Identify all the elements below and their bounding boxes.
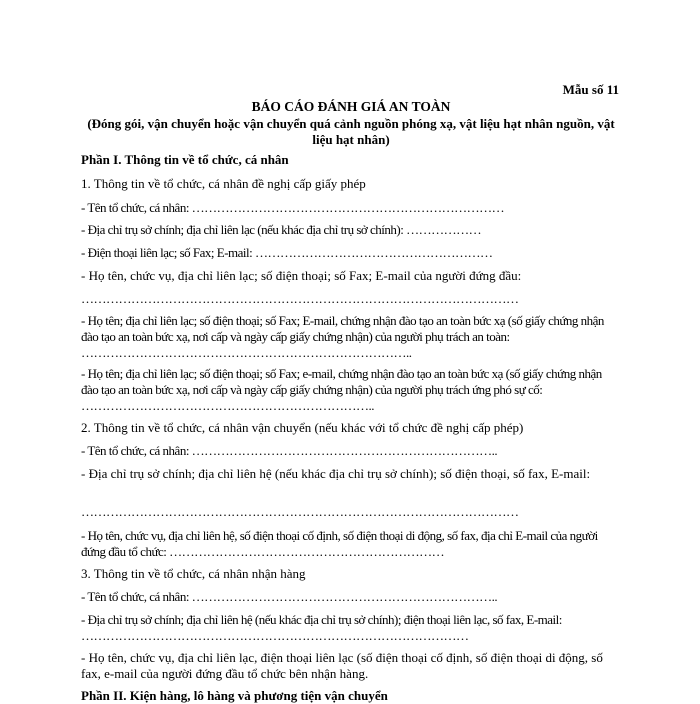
- section1-name-field: - Tên tổ chức, cá nhân: …………………………………………………………………: [81, 200, 505, 215]
- section1-safety-officer-field: - Họ tên; địa chỉ liên lạc; số điện thoại; số Fax; E-mail, chứng nhận đào tạo an toàn bức xạ (số giấy chứng nhận đào tạo an toàn bức xạ, nơi cấp và ngày cấp giấy chứng nhận) của người phụ trách an toàn: ……………………………………………………………………..: [81, 313, 604, 360]
- section1-heading: 1. Thông tin về tổ chức, cá nhân đề nghị cấp giấy phép: [81, 176, 366, 191]
- part2-heading: Phần II. Kiện hàng, lô hàng và phương tiện vận chuyển: [81, 688, 388, 703]
- section3-heading: 3. Thông tin về tổ chức, cá nhân nhận hàng: [81, 566, 306, 581]
- part1-heading: Phần I. Thông tin về tổ chức, cá nhân: [81, 152, 289, 167]
- section2-address-field: - Địa chỉ trụ sở chính; địa chỉ liên hệ (nếu khác địa chỉ trụ sở chính); số điện thoại, số fax, E-mail:: [81, 466, 591, 481]
- section2-heading: 2. Thông tin về tổ chức, cá nhân vận chuyển (nếu khác với tổ chức đề nghị cấp phép): [81, 420, 524, 435]
- document-title: BÁO CÁO ĐÁNH GIÁ AN TOÀN: [251, 99, 451, 114]
- document-subtitle: (Đóng gói, vận chuyển hoặc vận chuyển quá cảnh nguồn phóng xạ, vật liệu hạt nhân nguồn, vật liệu hạt nhân): [87, 116, 615, 147]
- section2-head-field: - Họ tên, chức vụ, địa chỉ liên hệ, số điện thoại cố định, số điện thoại di động, số fax, địa chỉ E-mail của người đứng đầu tổ chức: …………………………………………………………: [81, 528, 598, 559]
- section1-incident-officer-field: - Họ tên; địa chỉ liên lạc; số điện thoại; số Fax; e-mail, chứng nhận đào tạo an toàn bức xạ (số giấy chứng nhận đào tạo an toàn bức xạ, nơi cấp và ngày cấp giấy chứng nhận) của người phụ trách ứng phó sự cố: ……………………………………………………………..: [81, 366, 602, 413]
- section3-head-field: - Họ tên, chức vụ, địa chỉ liên lạc, điện thoại liên lạc (số điện thoại cố định, số điện thoại di động, số fax, e-mail của người đứng đầu tổ chức bên nhận hàng.: [81, 650, 603, 681]
- section1-phone-field: - Điện thoại liên lạc; số Fax; E-mail: …………………………………………………: [81, 245, 493, 260]
- section3-address-field: - Địa chỉ trụ sở chính; địa chỉ liên hệ (nếu khác địa chỉ trụ sở chính); điện thoại liên lạc, số fax, E-mail: …………………………………………………………………………………: [81, 612, 562, 643]
- section1-head-dots: ……………………………………………………………………………………………: [81, 291, 519, 306]
- section1-head-field: - Họ tên, chức vụ, địa chỉ liên lạc; số điện thoại; số Fax; E-mail của người đứng đầu:: [81, 268, 522, 283]
- section3-name-field: - Tên tổ chức, cá nhân: ………………………………………………………………..: [81, 589, 498, 604]
- section2-address-dots: ……………………………………………………………………………………………: [81, 504, 519, 519]
- section1-address-field: - Địa chỉ trụ sở chính; địa chỉ liên lạc (nếu khác địa chỉ trụ sở chính): ………………: [81, 222, 482, 237]
- form-number: Mẫu số 11: [562, 82, 619, 97]
- section2-name-field: - Tên tổ chức, cá nhân: ………………………………………………………………..: [81, 443, 498, 458]
